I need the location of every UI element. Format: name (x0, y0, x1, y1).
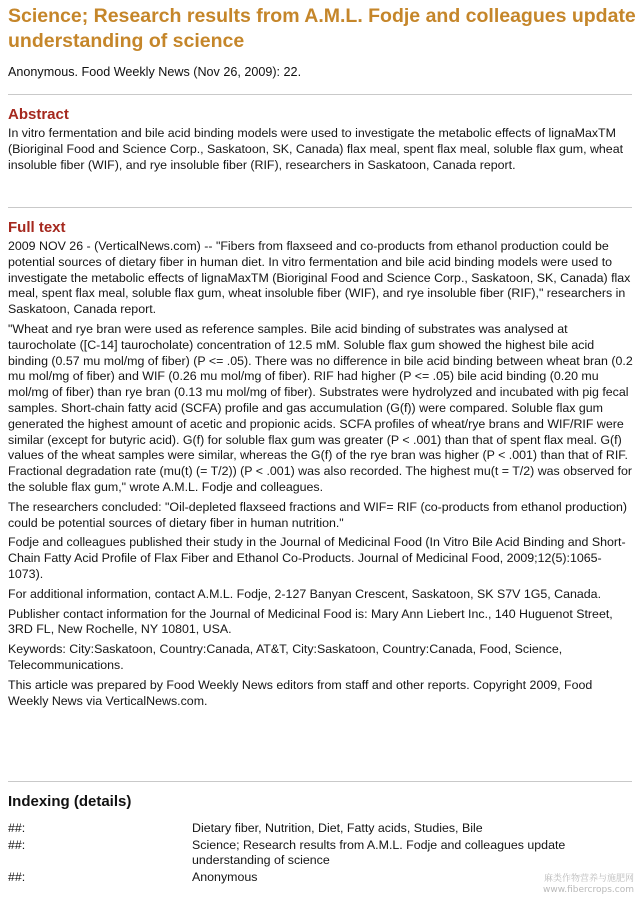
full-text-paragraph: Keywords: City:Saskatoon, Country:Canada, AT&T, City:Saskatoon, Country:Canada, Food, Science, Telecommunications. (8, 642, 563, 672)
full-text-paragraph: 2009 NOV 26 - (VerticalNews.com) -- "Fibers from flaxseed and co-products from ethanol production could be potential sources of dietary fiber in human diet. In vitro fermentation and bile acid binding models were used to investigate the metabolic effects of lignaMaxTM (Bioriginal Food and Science Corp., Saskatoon, SK, Canada) flax meal, spent flax meal, soluble flax gum, wheat insoluble fiber (WIF), and rye insoluble fiber (RIF)," researchers in Saskatoon, Canada report. (8, 239, 631, 317)
indexing-value: Dietary fiber, Nutrition, Diet, Fatty acids, Studies, Bile (192, 821, 483, 835)
abstract-body (8, 126, 634, 177)
abstract-heading: Abstract (8, 106, 69, 123)
abstract-text: In vitro fermentation and bile acid binding models were used to investigate the metabolic effects of lignaMaxTM (Bioriginal Food and Science Corp., Saskatoon, SK, Canada) flax meal, spent flax meal, soluble flax gum, wheat insoluble fiber (WIF), and rye insoluble fiber (RIF), researchers in Saskatoon, Canada report. (8, 126, 624, 172)
site-watermark (543, 874, 634, 896)
divider (8, 781, 632, 782)
full-text-body (8, 239, 634, 713)
indexing-row (8, 870, 628, 886)
article-citation: Anonymous. Food Weekly News (Nov 26, 2009): 22. (8, 65, 302, 79)
watermark-line: 麻类作物营养与施肥网 (543, 874, 634, 884)
indexing-row (8, 821, 628, 837)
article-title: Science; Research results from A.M.L. Fodje and colleagues update understanding of science (8, 5, 636, 52)
indexing-key: ##: (8, 869, 26, 884)
full-text-heading: Full text (8, 219, 66, 236)
indexing-key: ##: (8, 837, 26, 852)
indexing-table (8, 821, 628, 886)
full-text-paragraph: The researchers concluded: "Oil-depleted flaxseed fractions and WIF= RIF (co-products from ethanol production) could be potential sources of dietary fiber in human nutrition." (8, 499, 628, 530)
full-text-paragraph: This article was prepared by Food Weekly News editors from staff and other reports. Copyright 2009, Food Weekly News via VerticalNews.com. (8, 677, 593, 708)
indexing-value: Science; Research results from A.M.L. Fodje and colleagues update understanding of science (192, 837, 566, 868)
watermark-line: www.fibercrops.com (543, 885, 634, 895)
divider (8, 207, 632, 208)
indexing-heading: Indexing (details) (8, 793, 132, 810)
divider (8, 94, 632, 95)
full-text-paragraph: For additional information, contact A.M.L. Fodje, 2-127 Banyan Crescent, Saskatoon, SK S7V 1G5, Canada. (8, 586, 602, 601)
indexing-row (8, 838, 628, 869)
indexing-value: Anonymous (192, 869, 258, 884)
full-text-paragraph: Publisher contact information for the Journal of Medicinal Food is: Mary Ann Liebert Inc., 140 Huguenot Street, 3RD FL, New Rochelle, NY 10801, USA. (8, 606, 613, 637)
indexing-key: ##: (8, 821, 26, 835)
full-text-paragraph: "Wheat and rye bran were used as reference samples. Bile acid binding of substrates was analysed at taurocholate ([C-14] taurocholate) concentration of 12.5 mM. Soluble flax gum showed the highest bile acid binding (0.57 mu mol/mg of fiber) (P <= .05). There was no difference in bile acid binding between wheat bran (0.2 mu mol/mg of fiber) and WIF (0.26 mu mol/mg of fiber). RIF had higher (P <= .05) bile acid binding (0.20 mu mol/mg of fiber) than rye bran (0.13 mu mol/mg of fiber). Substrates were hydrolyzed and incubated with pig fecal samples. Short-chain fatty acid (SCFA) profile and gas accumulation (G(f)) were compared. Soluble flax gum generated the highest amount of acetic and propionic acids. SCFA profiles of wheat/rye brans and WIF/RIF were similar (except for butyric acid). G(f) for soluble flax gum was greater (P < .001) than that of spent flax meal. G(f) values of the wheat samples were similar, whereas the G(f) of the rye bran was higher (P < .001) than that of RIF. Fractional degradation rate (mu(t) (= T/2)) (P < .001) was also recorded. The highest mu(t = T/2) was observed for the soluble flax gum," wrote A.M.L. Fodje and colleagues. (8, 321, 633, 494)
full-text-paragraph: Fodje and colleagues published their study in the Journal of Medicinal Food (In Vitro Bile Acid Binding and Short-Chain Fatty Acid Profile of Flax Fiber and Ethanol Co-Products. Journal of Medicinal Food, 2009;12(5):1065-1073). (8, 535, 626, 581)
